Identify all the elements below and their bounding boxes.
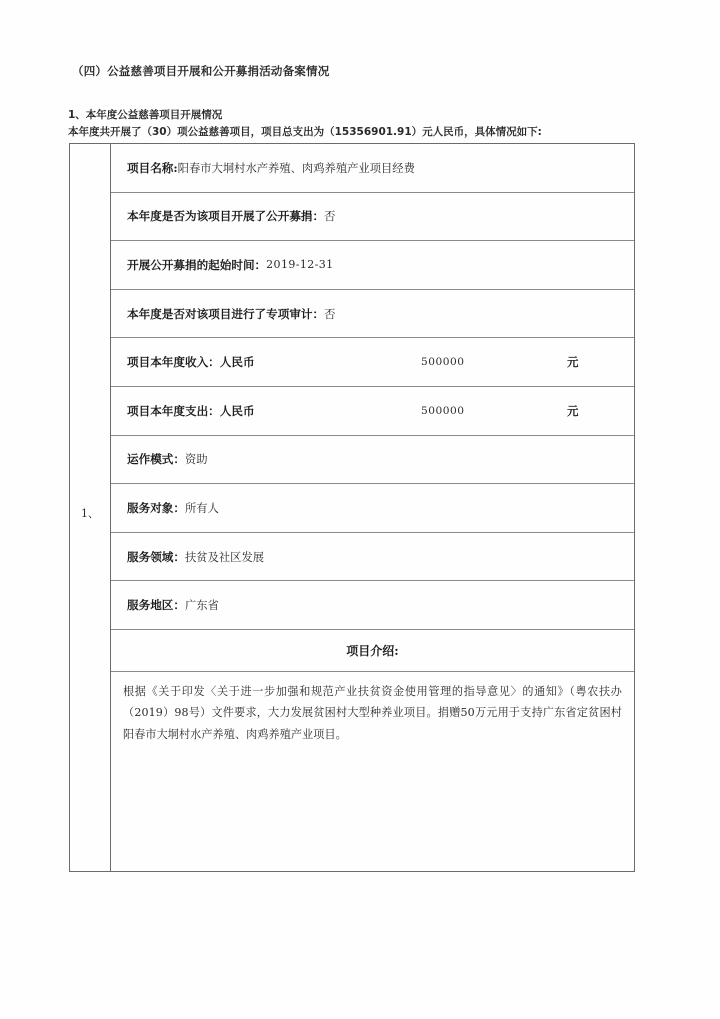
field-label: 运作模式： — [127, 452, 185, 467]
table-rows-column — [111, 144, 634, 871]
table-row-public-fundraising — [111, 193, 634, 242]
summary-line: 本年度共开展了（30）项公益慈善项目，项目总支出为（15356901.91）元人民币，具体情况如下: — [68, 126, 542, 138]
income-unit: 元 — [567, 355, 579, 370]
table-row-annual-expense — [111, 387, 634, 436]
table-row-annual-income — [111, 338, 634, 387]
table-row-operating-mode — [111, 436, 634, 485]
field-value: 资助 — [184, 453, 208, 467]
project-table — [69, 143, 635, 872]
income-amount: 500000 — [421, 356, 465, 369]
table-row-intro-body — [111, 672, 634, 871]
field-value: 阳春市大垌村水产养殖、肉鸡养殖产业项目经费 — [177, 161, 415, 175]
field-value: 所有人 — [184, 501, 219, 515]
field-value: 2019-12-31 — [266, 258, 334, 272]
table-row-service-target — [111, 484, 634, 533]
expense-amount: 500000 — [421, 404, 465, 417]
project-introduction-text: 根据《关于印发〈关于进一步加强和规范产业扶贫资金使用管理的指导意见〉的通知》（粤农扶办（2019）98号）文件要求，大力发展贫困村大型种养业项目。捐赠50万元用于支持广东省定贫困村阳春市大垌村水产养殖、肉鸡养殖产业项目。 — [123, 684, 622, 741]
table-row-project-name — [111, 144, 634, 193]
field-label: 本年度是否对该项目进行了专项审计： — [127, 306, 325, 321]
field-value: 广东省 — [184, 599, 219, 613]
intro-header-label: 项目介绍: — [346, 643, 399, 658]
field-label: 本年度是否为该项目开展了公开募捐： — [127, 209, 325, 224]
field-label: 项目名称: — [127, 160, 178, 175]
subsection-heading: 1、本年度公益慈善项目开展情况 — [68, 109, 223, 121]
section-heading: （四）公益慈善项目开展和公开募捐活动备案情况 — [72, 64, 330, 78]
table-row-service-region — [111, 581, 634, 630]
field-value: 否 — [324, 210, 336, 224]
field-label: 项目本年度支出：人民币 — [127, 403, 255, 418]
field-label: 项目本年度收入：人民币 — [127, 355, 255, 370]
field-label: 服务地区： — [127, 598, 185, 613]
field-label: 服务领域： — [127, 549, 185, 564]
field-label: 服务对象： — [127, 500, 185, 515]
table-row-intro-header — [111, 630, 634, 672]
expense-unit: 元 — [567, 403, 579, 418]
table-row-fundraising-start-date — [111, 241, 634, 290]
field-label: 开展公开募捐的起始时间： — [127, 257, 267, 272]
field-value: 扶贫及社区发展 — [184, 550, 265, 564]
table-index-column — [70, 144, 111, 871]
table-row-service-field — [111, 533, 634, 582]
row-index-label: 1、 — [81, 507, 99, 520]
table-row-special-audit — [111, 290, 634, 339]
field-value: 否 — [324, 307, 336, 321]
